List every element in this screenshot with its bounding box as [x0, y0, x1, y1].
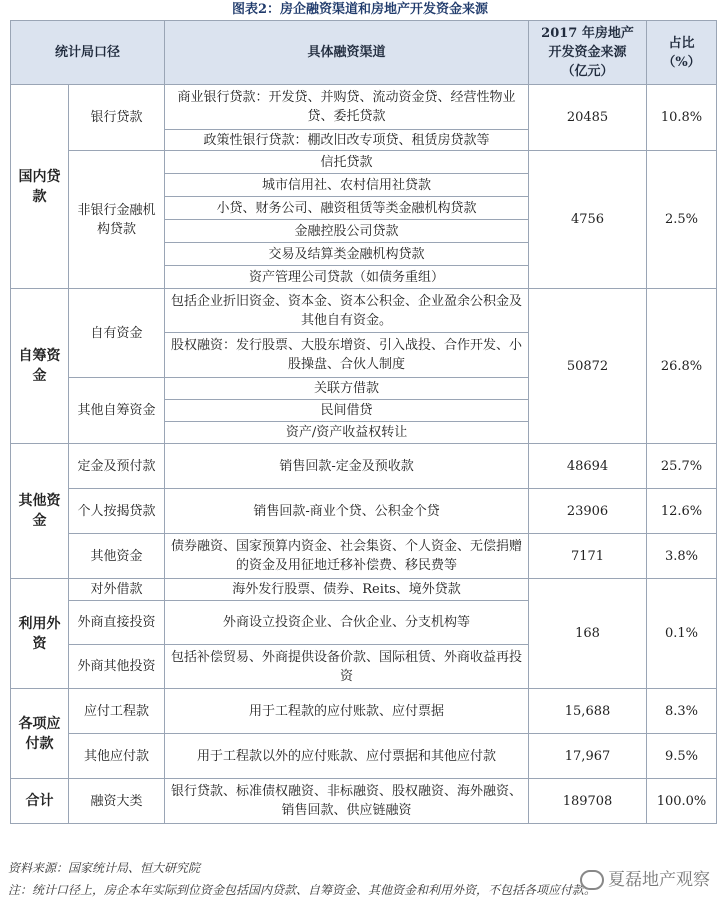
- share-cell: 25.7%: [647, 444, 717, 489]
- subcategory-cell: 应付工程款: [69, 689, 165, 734]
- channel-cell: 城市信用社、农村信用社贷款: [165, 174, 529, 197]
- category-cell: 各项应付款: [11, 689, 69, 779]
- subcategory-cell: 定金及预付款: [69, 444, 165, 489]
- table-row: [11, 579, 717, 601]
- header-share: [647, 21, 717, 85]
- amount-cell: 17,967: [529, 734, 647, 779]
- channel-cell: 信托贷款: [165, 151, 529, 174]
- header-amount-line: 2017 年房地产: [541, 26, 634, 41]
- subcategory-cell: 非银行金融机构贷款: [69, 151, 165, 289]
- channel-cell: 包括补偿贸易、外商提供设备价款、国际租赁、外商收益再投资: [165, 645, 529, 689]
- watermark-text: 夏磊地产观察: [608, 870, 710, 890]
- share-cell: 26.8%: [647, 289, 717, 444]
- channel-cell: 商业银行贷款：开发贷、并购贷、流动资金贷、经营性物业贷、委托贷款: [165, 85, 529, 130]
- channel-cell: 政策性银行贷款：棚改旧改专项贷、租赁房贷款等: [165, 130, 529, 151]
- channel-cell: 资产管理公司贷款（如债务重组）: [165, 266, 529, 289]
- channel-cell: 银行贷款、标准债权融资、非标融资、股权融资、海外融资、销售回款、供应链融资: [165, 779, 529, 824]
- table-row: [11, 734, 717, 779]
- channel-cell: 金融控股公司贷款: [165, 220, 529, 243]
- channel-cell: 债券融资、国家预算内资金、社会集资、个人资金、无偿捐赠的资金及用征地迁移补偿费、移民费等: [165, 534, 529, 579]
- amount-cell: 4756: [529, 151, 647, 289]
- header-amount-line: （亿元）: [561, 64, 614, 79]
- channel-cell: 民间借贷: [165, 400, 529, 422]
- subcategory-cell: 其他应付款: [69, 734, 165, 779]
- subcategory-cell: 自有资金: [69, 289, 165, 378]
- share-cell: 3.8%: [647, 534, 717, 579]
- channel-cell: 股权融资：发行股票、大股东增资、引入战投、合作开发、小股操盘、合伙人制度: [165, 333, 529, 378]
- footnote: 注：统计口径上，房企本年实际到位资金包括国内贷款、自筹资金、其他资金和利用外资，不包括各项应付款。: [8, 883, 597, 897]
- subcategory-cell: 融资大类: [69, 779, 165, 824]
- share-cell: 9.5%: [647, 734, 717, 779]
- share-cell: 12.6%: [647, 489, 717, 534]
- table-row: [11, 85, 717, 130]
- channel-cell: 销售回款-定金及预收款: [165, 444, 529, 489]
- amount-cell: 189708: [529, 779, 647, 824]
- table-row: [11, 444, 717, 489]
- amount-cell: 20485: [529, 85, 647, 151]
- channel-cell: 用于工程款以外的应付账款、应付票据和其他应付款: [165, 734, 529, 779]
- subcategory-cell: 个人按揭贷款: [69, 489, 165, 534]
- channel-cell: 关联方借款: [165, 378, 529, 400]
- category-cell: 国内贷款: [11, 85, 69, 289]
- table-row: [11, 489, 717, 534]
- header-row: [11, 21, 717, 85]
- table-row: [11, 689, 717, 734]
- amount-cell: 7171: [529, 534, 647, 579]
- channel-cell: 资产/资产收益权转让: [165, 422, 529, 444]
- subcategory-cell: 其他资金: [69, 534, 165, 579]
- watermark: [580, 865, 710, 890]
- share-cell: 100.0%: [647, 779, 717, 824]
- channel-cell: 包括企业折旧资金、资本金、资本公积金、企业盈余公积金及其他自有资金。: [165, 289, 529, 333]
- category-cell: 利用外资: [11, 579, 69, 689]
- table-body: [11, 85, 717, 824]
- header-channel: 具体融资渠道: [165, 21, 529, 85]
- share-cell: 10.8%: [647, 85, 717, 151]
- amount-cell: 15,688: [529, 689, 647, 734]
- channel-cell: 交易及结算类金融机构贷款: [165, 243, 529, 266]
- wechat-icon: [580, 870, 604, 890]
- table-row: [11, 289, 717, 333]
- category-cell: 其他资金: [11, 444, 69, 579]
- header-stat-caliber: 统计局口径: [11, 21, 165, 85]
- amount-cell: 168: [529, 579, 647, 689]
- amount-cell: 50872: [529, 289, 647, 444]
- channel-cell: 销售回款-商业个贷、公积金个贷: [165, 489, 529, 534]
- amount-cell: 48694: [529, 444, 647, 489]
- share-cell: 0.1%: [647, 579, 717, 689]
- table-row: [11, 779, 717, 824]
- header-amount-line: 开发资金来源: [548, 45, 627, 60]
- financing-table: [10, 20, 717, 824]
- category-cell: 自筹资金: [11, 289, 69, 444]
- channel-cell: 外商设立投资企业、合伙企业、分支机构等: [165, 601, 529, 645]
- subcategory-cell: 银行贷款: [69, 85, 165, 151]
- figure-title: 图表2：房企融资渠道和房地产开发资金来源: [231, 2, 489, 17]
- share-cell: 8.3%: [647, 689, 717, 734]
- table-row: [11, 151, 717, 174]
- subcategory-cell: 外商其他投资: [69, 645, 165, 689]
- source-note: 资料来源：国家统计局、恒大研究院: [8, 861, 201, 875]
- channel-cell: 海外发行股票、债券、Reits、境外贷款: [165, 579, 529, 601]
- header-share-line: 占比: [668, 35, 695, 51]
- channel-cell: 小贷、财务公司、融资租赁等类金融机构贷款: [165, 197, 529, 220]
- header-share-line: （%）: [662, 54, 701, 70]
- share-cell: 2.5%: [647, 151, 717, 289]
- amount-cell: 23906: [529, 489, 647, 534]
- channel-cell: 用于工程款的应付账款、应付票据: [165, 689, 529, 734]
- subcategory-cell: 外商直接投资: [69, 601, 165, 645]
- header-amount: [529, 21, 647, 85]
- category-cell: 合计: [11, 779, 69, 824]
- subcategory-cell: 对外借款: [69, 579, 165, 601]
- table-row: [11, 534, 717, 579]
- subcategory-cell: 其他自筹资金: [69, 378, 165, 444]
